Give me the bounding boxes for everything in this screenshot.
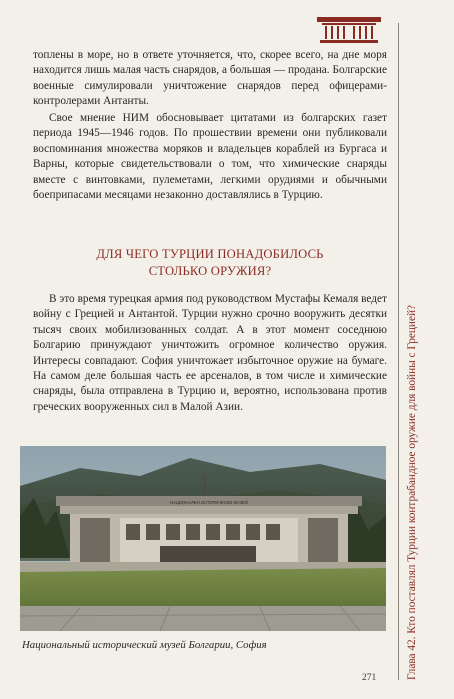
paragraph-text: топлены в море, но в ответе уточняется, что, скорее всего, на дне моря находится лишь малая часть снарядов, а большая — продана. Болгарские военные симулировали уничтожение снарядов перед офицерами-контролерами Антанты. (33, 49, 387, 108)
building-sign: НАЦИОНАЛЕН ИСТОРИЧЕСКИ МУЗЕЙ (170, 500, 248, 505)
paragraph-text: Свое мнение НИМ обосновывает цитатами из болгарских газет периода 1945—1946 годов. По прошествии времени они публиковали воспоминания множества моряков и владельцев кораблей из Бургаса и Варны, которые свидетельствовали о том, что химические снаряды вместе с винтовками, пулеметами, легкими орудиями и обычными боеприпасами месяцами незаконно доставлялись в Турцию. (33, 112, 387, 202)
museum-photo (20, 446, 386, 631)
photo-caption: Национальный исторический музей Болгарии, София (22, 639, 267, 651)
section-heading-line-2: СТОЛЬКО ОРУЖИЯ? (148, 264, 272, 278)
paragraph-newspapers (33, 111, 387, 203)
running-head (398, 23, 425, 680)
paragraph-continuation (33, 48, 387, 110)
paragraph-text: В это время турецкая армия под руководством Мустафы Кемаля ведет войну с Грецией и Антантой. Турции нужно срочно вооружить десятки тысяч своих мобилизованных солдат. А в этот момент соседнюю Болгарию принуждают уничтожить огромное количество оружия. Интересы совпадают. София уничтожает избыточное оружие на бумаге. На самом деле большая часть ее арсеналов, в том числе и химические снаряды, была отправлена в Турцию и, вероятно, использована против греческих вооруженных сил в Малой Азии. (33, 293, 387, 413)
section-heading (33, 246, 387, 280)
paragraph-turkey (33, 292, 387, 415)
museum-building-icon (316, 16, 382, 44)
section-heading-line-1: ДЛЯ ЧЕГО ТУРЦИИ ПОНАДОБИЛОСЬ (96, 247, 324, 261)
running-head-text: Глава 42. Кто поставлял Турции контрабандное оружие для войны с Грецией? (406, 304, 418, 680)
page-number: 271 (362, 673, 377, 683)
